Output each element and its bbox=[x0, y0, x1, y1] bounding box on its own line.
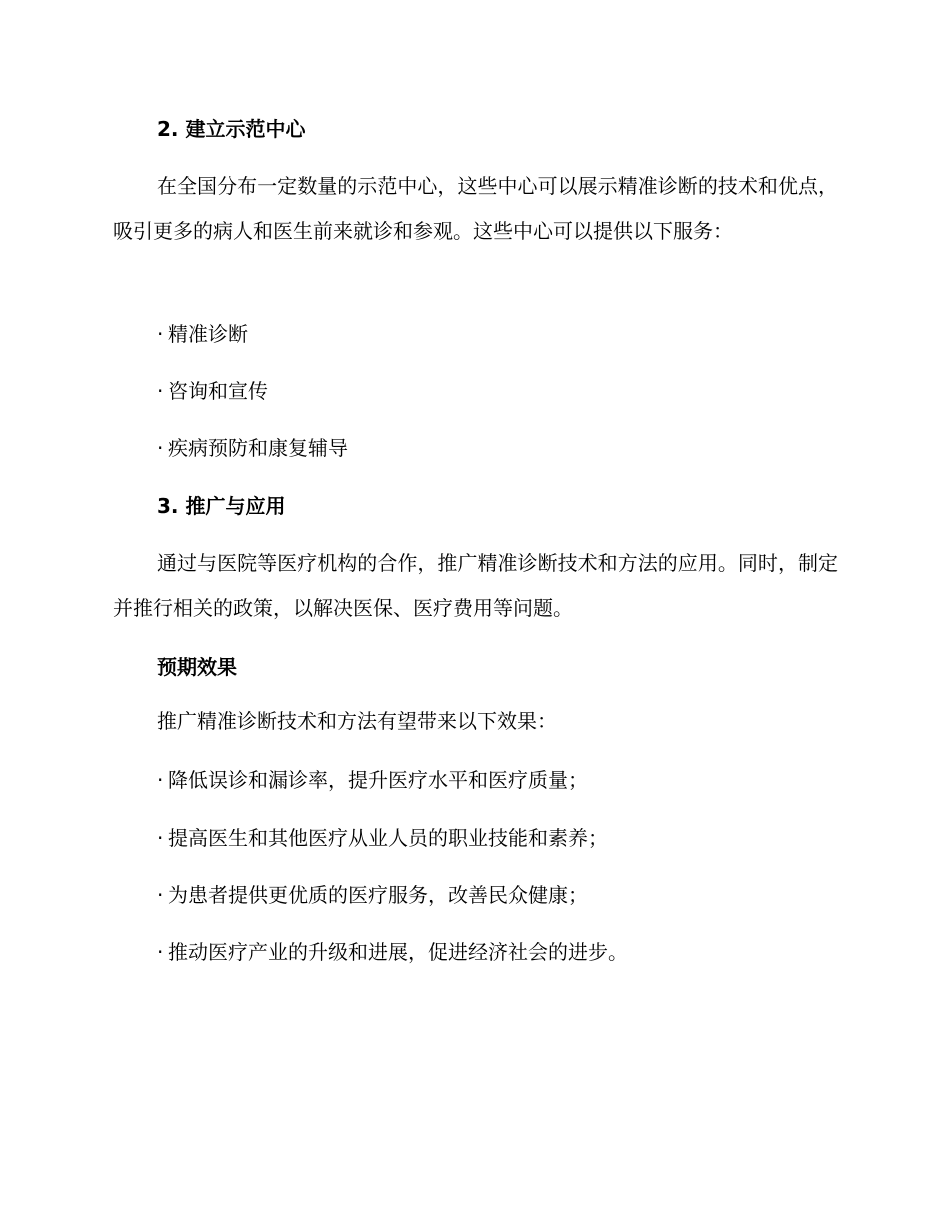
section-heading-expected-effects: 预期效果 bbox=[157, 655, 237, 679]
section-heading-promotion: 3. 推广与应用 bbox=[157, 494, 286, 518]
list-item-text: 疾病预防和康复辅导 bbox=[168, 436, 348, 460]
bullet-dot: · bbox=[157, 826, 164, 850]
list-item bbox=[157, 320, 248, 348]
list-item-text: 降低误诊和漏诊率，提升医疗水平和医疗质量； bbox=[168, 768, 588, 792]
list-item bbox=[157, 766, 588, 794]
list-item bbox=[157, 377, 268, 405]
list-item-text: 咨询和宣传 bbox=[168, 379, 268, 403]
paragraph-promotion: 通过与医院等医疗机构的合作，推广精准诊断技术和方法的应用。同时，制定并推行相关的政策，以解决医保、医疗费用等问题。 bbox=[113, 551, 838, 620]
list-item-text: 推动医疗产业的升级和进展，促进经济社会的进步。 bbox=[168, 940, 628, 964]
list-item bbox=[157, 881, 588, 909]
paragraph-expected-effects-intro: 推广精准诊断技术和方法有望带来以下效果： bbox=[157, 709, 557, 733]
list-item bbox=[157, 434, 348, 462]
bullet-dot: · bbox=[157, 322, 164, 346]
bullet-dot: · bbox=[157, 379, 164, 403]
bullet-dot: · bbox=[157, 436, 164, 460]
section-heading-demo-centers: 2. 建立示范中心 bbox=[157, 117, 306, 141]
paragraph-demo-centers: 在全国分布一定数量的示范中心，这些中心可以展示精准诊断的技术和优点，吸引更多的病人和医生前来就诊和参观。这些中心可以提供以下服务： bbox=[113, 174, 838, 243]
list-item bbox=[157, 824, 608, 852]
list-item-text: 为患者提供更优质的医疗服务，改善民众健康； bbox=[168, 883, 588, 907]
list-item-text: 精准诊断 bbox=[168, 322, 248, 346]
bullet-dot: · bbox=[157, 768, 164, 792]
list-item-text: 提高医生和其他医疗从业人员的职业技能和素养； bbox=[168, 826, 608, 850]
bullet-dot: · bbox=[157, 940, 164, 964]
bullet-dot: · bbox=[157, 883, 164, 907]
list-item bbox=[157, 938, 628, 966]
